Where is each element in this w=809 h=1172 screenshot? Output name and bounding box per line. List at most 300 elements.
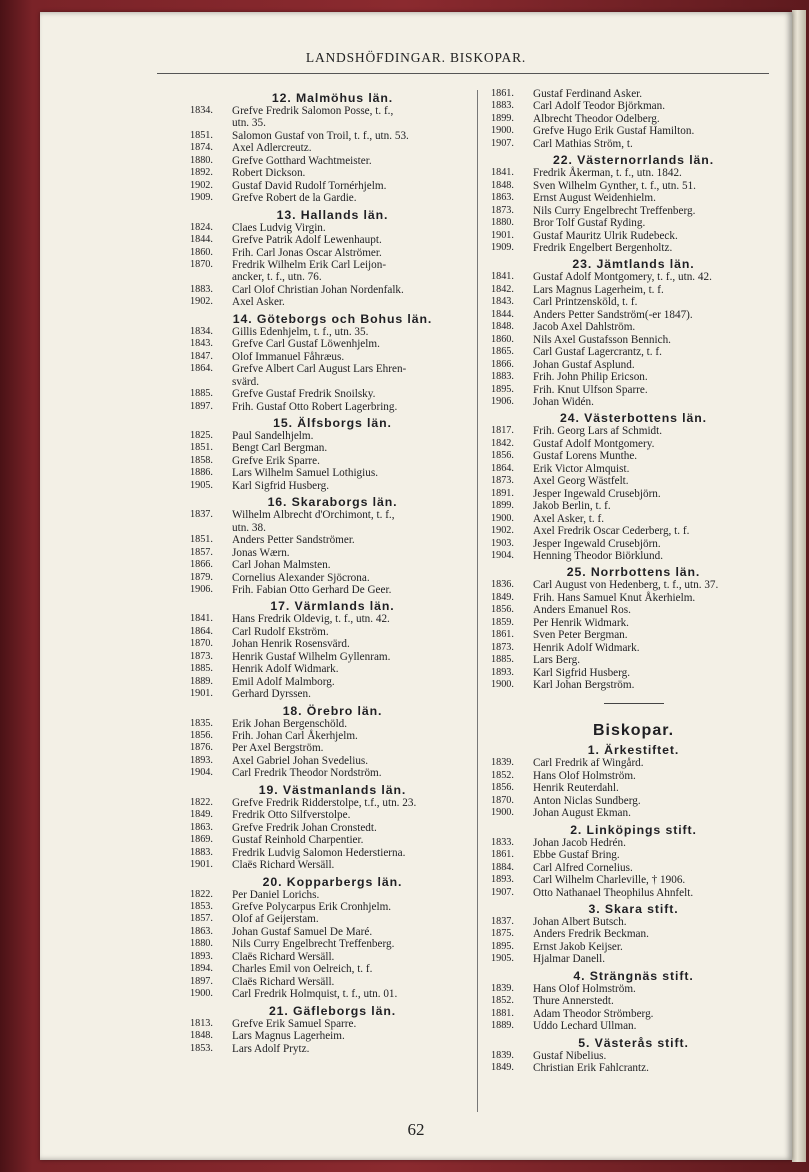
entry-year: 1839. xyxy=(491,757,514,769)
entry-year: 1863. xyxy=(491,192,514,204)
list-item xyxy=(491,667,776,679)
list-item xyxy=(491,916,776,928)
list-item xyxy=(491,654,776,666)
entry-name: Carl Wilhelm Charleville, † 1906. xyxy=(533,874,686,887)
entry-year: 1893. xyxy=(190,754,213,766)
list-item xyxy=(190,797,475,809)
entry-year: 1860. xyxy=(491,333,514,345)
list-item xyxy=(491,450,776,462)
list-item xyxy=(491,550,776,562)
entry-name: Grefve Gotthard Wachtmeister. xyxy=(232,154,372,167)
entry-year: 1885. xyxy=(190,663,213,675)
entry-name: Ernst August Weidenhielm. xyxy=(533,192,656,205)
entry-name: Carl Alfred Cornelius. xyxy=(533,861,633,874)
entry-year: 1883. xyxy=(190,283,213,295)
entry-name: Robert Dickson. xyxy=(232,167,306,180)
list-item xyxy=(491,271,776,283)
entry-year: 1907. xyxy=(491,886,514,898)
entry-name: Anders Petter Sandström(-er 1847). xyxy=(533,308,693,321)
entry-name: Gillis Edenhjelm, t. f., utn. 35. xyxy=(232,325,369,338)
list-item xyxy=(491,807,776,819)
entry-year: 1885. xyxy=(491,654,514,666)
entry-year: 1849. xyxy=(190,809,213,821)
entry-year: 1852. xyxy=(491,769,514,781)
entry-name: Hans Olof Holmström. xyxy=(533,982,636,995)
entry-year: 1904. xyxy=(190,767,213,779)
entry-name: Carl Fredrik Theodor Nordström. xyxy=(232,767,382,780)
section-heading: 18. Örebro län. xyxy=(282,703,383,718)
entry-name: Nils Curry Engelbrecht Treffenberg. xyxy=(533,204,696,217)
list-item xyxy=(491,983,776,995)
entry-year: 1822. xyxy=(190,796,213,808)
entry-name: Claës Richard Wersäll. xyxy=(232,975,335,988)
list-item xyxy=(491,538,776,550)
entry-name: Carl Printzensköld, t. f. xyxy=(533,296,638,309)
section-rule xyxy=(604,703,664,704)
list-item xyxy=(491,180,776,192)
entry-name: Per Henrik Widmark. xyxy=(533,616,629,629)
entry-year: 1894. xyxy=(190,963,213,975)
entry-year: 1893. xyxy=(491,666,514,678)
list-item xyxy=(491,849,776,861)
entry-continuation: utn. 38. xyxy=(232,521,266,534)
section-heading: 12. Malmöhus län. xyxy=(271,91,394,105)
list-item xyxy=(190,1043,475,1055)
entry-name: Anders Petter Sandströmer. xyxy=(232,534,355,547)
entry-name: Axel Fredrik Oscar Cederberg, t. f. xyxy=(533,525,690,538)
entry-year: 1844. xyxy=(190,234,213,246)
entry-year: 1905. xyxy=(491,953,514,965)
entry-name: Grefve Erik Samuel Sparre. xyxy=(232,1017,357,1030)
list-item xyxy=(491,874,776,886)
list-item xyxy=(190,192,475,204)
list-item xyxy=(190,834,475,846)
entry-year: 1870. xyxy=(190,638,213,650)
list-item xyxy=(190,167,475,179)
list-item xyxy=(491,513,776,525)
entry-name: Bengt Carl Bergman. xyxy=(232,442,328,455)
entry-year: 1889. xyxy=(190,675,213,687)
entry-name: Hans Olof Holmström. xyxy=(533,769,636,782)
entry-year: 1889. xyxy=(491,1020,514,1032)
entry-year: 1885. xyxy=(190,388,213,400)
entry-name: Adam Theodor Strömberg. xyxy=(533,1007,654,1020)
list-item xyxy=(491,321,776,333)
list-item xyxy=(491,617,776,629)
section-heading: 23. Jämtlands län. xyxy=(572,257,695,272)
list-item xyxy=(190,480,475,492)
section-heading: 4. Strängnäs stift. xyxy=(573,968,694,983)
list-item xyxy=(190,613,475,625)
entry-name: Lars Magnus Lagerheim. xyxy=(232,1030,345,1043)
entry-year: 1906. xyxy=(190,583,213,595)
entry-name: Johan Jacob Hedrén. xyxy=(533,836,626,849)
list-item xyxy=(190,105,475,117)
entry-year: 1909. xyxy=(190,192,213,204)
entry-year: 1873. xyxy=(491,204,514,216)
entry-name: Fredrik Otto Silfverstolpe. xyxy=(232,809,351,822)
entry-year: 1847. xyxy=(190,350,213,362)
entry-name: Anders Fredrik Beckman. xyxy=(533,928,649,941)
entry-name: Frih. Carl Jonas Oscar Alströmer. xyxy=(232,246,382,259)
list-item xyxy=(491,782,776,794)
entry-name: Ebbe Gustaf Bring. xyxy=(533,849,620,862)
list-item xyxy=(491,795,776,807)
list-item xyxy=(190,809,475,821)
list-item xyxy=(491,334,776,346)
list-item xyxy=(491,941,776,953)
entry-name: Lars Berg. xyxy=(533,654,581,667)
list-item xyxy=(190,976,475,988)
list-item xyxy=(491,346,776,358)
section-heading: 5. Västerås stift. xyxy=(578,1035,689,1050)
entry-year: 1861. xyxy=(491,629,514,641)
entry-name: Lars Wilhelm Samuel Lothigius. xyxy=(232,467,379,480)
entry-name: Axel Adlercreutz. xyxy=(232,142,312,155)
entry-name: Axel Georg Wästfelt. xyxy=(533,475,629,488)
entry-name: Gustaf Mauritz Ulrik Rudebeck. xyxy=(533,229,678,242)
entry-name: Johan Henrik Rosensvärd. xyxy=(232,638,350,651)
list-item xyxy=(491,475,776,487)
entry-name: Carl August von Hedenberg, t. f., utn. 37. xyxy=(533,579,719,592)
entry-year: 1881. xyxy=(491,1007,514,1019)
entry-year: 1869. xyxy=(190,834,213,846)
entry-name: Grefve Albert Carl August Lars Ehren- xyxy=(232,363,407,376)
entry-year: 1883. xyxy=(190,846,213,858)
list-item xyxy=(190,913,475,925)
section-heading: 21. Gäfleborgs län. xyxy=(268,1003,397,1018)
entry-year: 1853. xyxy=(190,1042,213,1054)
entry-year: 1835. xyxy=(190,717,213,729)
entry-year: 1873. xyxy=(190,650,213,662)
entry-name: Nils Axel Gustafsson Bennich. xyxy=(533,333,671,346)
entry-year: 1859. xyxy=(491,616,514,628)
list-item xyxy=(190,363,475,375)
list-item xyxy=(190,296,475,308)
entry-name: Fredrik Wilhelm Erik Carl Leijon- xyxy=(232,258,387,271)
entry-name: Otto Nathanael Theophilus Ahnfelt. xyxy=(533,886,694,899)
list-item xyxy=(491,579,776,591)
list-item xyxy=(190,718,475,730)
entry-name: Grefve Carl Gustaf Löwenhjelm. xyxy=(232,338,380,351)
list-item xyxy=(491,217,776,229)
entry-year: 1848. xyxy=(491,179,514,191)
list-item xyxy=(491,167,776,179)
entry-name: Carl Adolf Teodor Björkman. xyxy=(533,100,665,113)
list-item xyxy=(190,534,475,546)
list-item xyxy=(190,584,475,596)
list-item xyxy=(190,247,475,259)
entry-name: Christian Erik Fahlcrantz. xyxy=(533,1062,649,1075)
entry-name: Salomon Gustaf von Troil, t. f., utn. 53. xyxy=(232,129,409,142)
list-item xyxy=(190,901,475,913)
entry-name: Gerhard Dyrssen. xyxy=(232,688,311,701)
entry-year: 1842. xyxy=(491,283,514,295)
entry-name: Lars Adolf Prytz. xyxy=(232,1042,310,1055)
list-item xyxy=(491,1020,776,1032)
list-item xyxy=(190,467,475,479)
list-item xyxy=(190,338,475,350)
entry-year: 1900. xyxy=(190,988,213,1000)
entry-name: Claës Richard Wersäll. xyxy=(232,950,335,963)
entry-continuation: svärd. xyxy=(232,375,260,388)
list-item xyxy=(491,309,776,321)
entry-year: 1899. xyxy=(491,112,514,124)
entry-year: 1873. xyxy=(491,641,514,653)
entry-name: Grefve Erik Sparre. xyxy=(232,454,320,467)
entry-name: Olof af Geijerstam. xyxy=(232,913,319,926)
entry-name: Albrecht Theodor Odelberg. xyxy=(533,112,660,125)
list-item xyxy=(491,192,776,204)
list-item xyxy=(190,180,475,192)
list-item xyxy=(491,500,776,512)
list-item xyxy=(491,396,776,408)
entry-year: 1895. xyxy=(491,383,514,395)
list-item xyxy=(190,284,475,296)
entry-name: Frih. John Philip Ericson. xyxy=(533,371,648,384)
entry-year: 1863. xyxy=(190,925,213,937)
section-heading: 20. Kopparbergs län. xyxy=(262,874,403,889)
entry-name: Gustaf Ferdinand Asker. xyxy=(533,88,643,100)
entry-year: 1841. xyxy=(491,167,514,179)
entry-year: 1897. xyxy=(190,400,213,412)
list-item xyxy=(491,953,776,965)
entry-year: 1870. xyxy=(491,794,514,806)
entry-name: Gustaf Adolf Montgomery, t. f., utn. 42. xyxy=(533,271,712,284)
section-heading: 15. Älfsborgs län. xyxy=(273,415,392,430)
landshofdingar-continued xyxy=(491,88,776,691)
entry-year: 1837. xyxy=(190,509,213,521)
list-item xyxy=(491,862,776,874)
entry-year: 1904. xyxy=(491,549,514,561)
entry-year: 1884. xyxy=(491,861,514,873)
entry-continuation: ancker, t. f., utn. 76. xyxy=(232,271,322,284)
entry-name: Per Daniel Lorichs. xyxy=(232,888,320,901)
list-item xyxy=(190,1030,475,1042)
entry-year: 1901. xyxy=(190,859,213,871)
entry-year: 1902. xyxy=(491,525,514,537)
entry-year: 1901. xyxy=(190,688,213,700)
left-column xyxy=(190,88,475,1055)
entry-name: Fredrik Åkerman, t. f., utn. 1842. xyxy=(533,167,682,180)
entry-year: 1909. xyxy=(491,241,514,253)
list-item xyxy=(190,559,475,571)
entry-name: Frih. Hans Samuel Knut Åkerhielm. xyxy=(533,591,696,604)
list-item xyxy=(491,438,776,450)
entry-name: Carl Mathias Ström, t. xyxy=(533,137,633,150)
section-heading: 13. Hallands län. xyxy=(276,207,389,222)
page-edge xyxy=(792,10,806,1162)
entry-name: Fredrik Ludvig Salomon Hederstierna. xyxy=(232,846,406,859)
entry-name: Johan Gustaf Asplund. xyxy=(533,358,635,371)
list-item xyxy=(190,142,475,154)
entry-year: 1864. xyxy=(491,462,514,474)
entry-year: 1866. xyxy=(491,358,514,370)
entry-year: 1843. xyxy=(491,296,514,308)
entry-year: 1880. xyxy=(190,154,213,166)
entry-year: 1856. xyxy=(190,730,213,742)
entry-year: 1839. xyxy=(491,982,514,994)
list-item xyxy=(491,757,776,769)
section-heading: 22. Västernorrlands län. xyxy=(552,153,715,168)
entry-name: Johan August Ekman. xyxy=(533,807,631,820)
list-item xyxy=(491,592,776,604)
entry-name: Anders Emanuel Ros. xyxy=(533,604,631,617)
entry-name: Carl Gustaf Lagercrantz, t. f. xyxy=(533,346,662,359)
entry-name: Jakob Berlin, t. f. xyxy=(533,500,611,513)
entry-name: Frih. Fabian Otto Gerhard De Geer. xyxy=(232,583,392,596)
list-item xyxy=(491,629,776,641)
entry-name: Gustaf David Rudolf Tornérhjelm. xyxy=(232,179,387,192)
list-item xyxy=(190,1018,475,1030)
section-heading: 25. Norrbottens län. xyxy=(566,565,701,580)
entry-name: Gustaf Reinhold Charpentier. xyxy=(232,834,364,847)
entry-name: Grefve Patrik Adolf Lewenhaupt. xyxy=(232,234,382,247)
list-item xyxy=(190,430,475,442)
entry-year: 1842. xyxy=(491,437,514,449)
entry-name: Karl Sigfrid Husberg. xyxy=(232,479,330,492)
entry-name: Anton Niclas Sundberg. xyxy=(533,794,641,807)
entry-year: 1843. xyxy=(190,338,213,350)
list-item xyxy=(190,926,475,938)
list-item xyxy=(491,995,776,1007)
entry-name: Grefve Polycarpus Erik Cronhjelm. xyxy=(232,901,392,914)
list-item xyxy=(491,242,776,254)
list-item xyxy=(190,859,475,871)
entry-year: 1873. xyxy=(491,475,514,487)
entry-year: 1865. xyxy=(491,346,514,358)
entry-name: Erik Johan Bergenschöld. xyxy=(232,717,348,730)
entry-year: 1900. xyxy=(491,512,514,524)
entry-year: 1822. xyxy=(190,888,213,900)
right-column xyxy=(491,88,776,1075)
entry-year: 1848. xyxy=(491,321,514,333)
entry-year: 1836. xyxy=(491,579,514,591)
entry-year: 1848. xyxy=(190,1030,213,1042)
entry-year: 1825. xyxy=(190,429,213,441)
list-item xyxy=(190,442,475,454)
list-item xyxy=(190,767,475,779)
entry-name: Frih. Johan Carl Åkerhjelm. xyxy=(232,730,358,743)
list-item xyxy=(190,889,475,901)
list-item xyxy=(190,155,475,167)
list-item xyxy=(190,455,475,467)
entry-year: 1870. xyxy=(190,258,213,270)
list-item xyxy=(491,642,776,654)
entry-year: 1891. xyxy=(491,487,514,499)
entry-year: 1907. xyxy=(491,137,514,149)
entry-name: Nils Curry Engelbrecht Treffenberg. xyxy=(232,938,395,951)
entry-name: Jesper Ingewald Crusebjörn. xyxy=(533,537,661,550)
list-item xyxy=(491,463,776,475)
list-item xyxy=(190,847,475,859)
entry-name: Grefve Hugo Erik Gustaf Hamilton. xyxy=(533,125,695,138)
entry-name: Cornelius Alexander Sjöcrona. xyxy=(232,571,370,584)
list-item xyxy=(190,259,475,271)
entry-name: Jacob Axel Dahlström. xyxy=(533,321,636,334)
entry-year: 1895. xyxy=(491,940,514,952)
entry-year: 1883. xyxy=(491,100,514,112)
entry-year: 1892. xyxy=(190,167,213,179)
entry-name: Johan Albert Butsch. xyxy=(533,916,627,929)
list-item xyxy=(190,130,475,142)
header-rule xyxy=(157,73,769,74)
entry-name: Johan Gustaf Samuel De Maré. xyxy=(232,925,373,938)
section-heading: 19. Västmanlands län. xyxy=(258,782,407,797)
entry-name: Grefve Fredrik Salomon Posse, t. f., xyxy=(232,105,394,117)
entry-year: 1874. xyxy=(190,142,213,154)
list-item xyxy=(491,679,776,691)
entry-name: Karl Johan Bergström. xyxy=(533,679,635,692)
list-item xyxy=(491,1050,776,1062)
entry-year: 1900. xyxy=(491,125,514,137)
column-divider xyxy=(477,90,478,1112)
list-item xyxy=(190,663,475,675)
entry-year: 1864. xyxy=(190,625,213,637)
entry-year: 1883. xyxy=(491,371,514,383)
list-item xyxy=(190,651,475,663)
list-item xyxy=(190,509,475,521)
section-heading: 24. Västerbottens län. xyxy=(560,411,707,426)
entry-name: Claes Ludvig Virgin. xyxy=(232,221,326,234)
list-item xyxy=(491,488,776,500)
entry-name: Jonas Wærn. xyxy=(232,546,290,559)
entry-name: Hans Fredrik Oldevig, t. f., utn. 42. xyxy=(232,613,390,626)
entry-name: Karl Sigfrid Husberg. xyxy=(533,666,631,679)
list-item xyxy=(190,401,475,413)
list-item xyxy=(491,770,776,782)
entry-name: Ernst Jakob Keijser. xyxy=(533,940,623,953)
entry-year: 1886. xyxy=(190,467,213,479)
entry-year: 1900. xyxy=(491,679,514,691)
entry-year: 1875. xyxy=(491,928,514,940)
list-item xyxy=(491,230,776,242)
entry-name: Gustaf Lorens Munthe. xyxy=(533,450,638,463)
entry-year: 1852. xyxy=(491,995,514,1007)
entry-year: 1861. xyxy=(491,849,514,861)
entry-name: Grefve Gustaf Fredrik Snoilsky. xyxy=(232,388,376,401)
entry-year: 1900. xyxy=(491,807,514,819)
entry-year: 1902. xyxy=(190,296,213,308)
entry-name: Henrik Gustaf Wilhelm Gyllenram. xyxy=(232,650,391,663)
list-item xyxy=(190,388,475,400)
list-item xyxy=(491,359,776,371)
entry-name: Henning Theodor Biörklund. xyxy=(533,549,663,562)
entry-name: Carl Johan Malmsten. xyxy=(232,559,331,572)
entry-year: 1856. xyxy=(491,604,514,616)
list-item xyxy=(190,626,475,638)
list-item xyxy=(190,755,475,767)
entry-name: Grefve Fredrik Ridderstolpe, t.f., utn. 23. xyxy=(232,796,417,809)
list-item xyxy=(491,928,776,940)
entry-name: Bror Tolf Gustaf Ryding. xyxy=(533,217,646,230)
list-item xyxy=(190,742,475,754)
list-item xyxy=(491,138,776,150)
entry-year: 1813. xyxy=(190,1017,213,1029)
entry-name: Thure Annerstedt. xyxy=(533,995,614,1008)
entry-name: Sven Peter Bergman. xyxy=(533,629,628,642)
entry-year: 1824. xyxy=(190,221,213,233)
entry-year: 1834. xyxy=(190,325,213,337)
entry-year: 1834. xyxy=(190,105,213,116)
list-item xyxy=(190,326,475,338)
book-page xyxy=(40,12,792,1160)
entry-continuation: utn. 35. xyxy=(232,117,266,130)
entry-year: 1860. xyxy=(190,246,213,258)
entry-year: 1899. xyxy=(491,500,514,512)
list-item xyxy=(190,822,475,834)
list-item xyxy=(491,284,776,296)
